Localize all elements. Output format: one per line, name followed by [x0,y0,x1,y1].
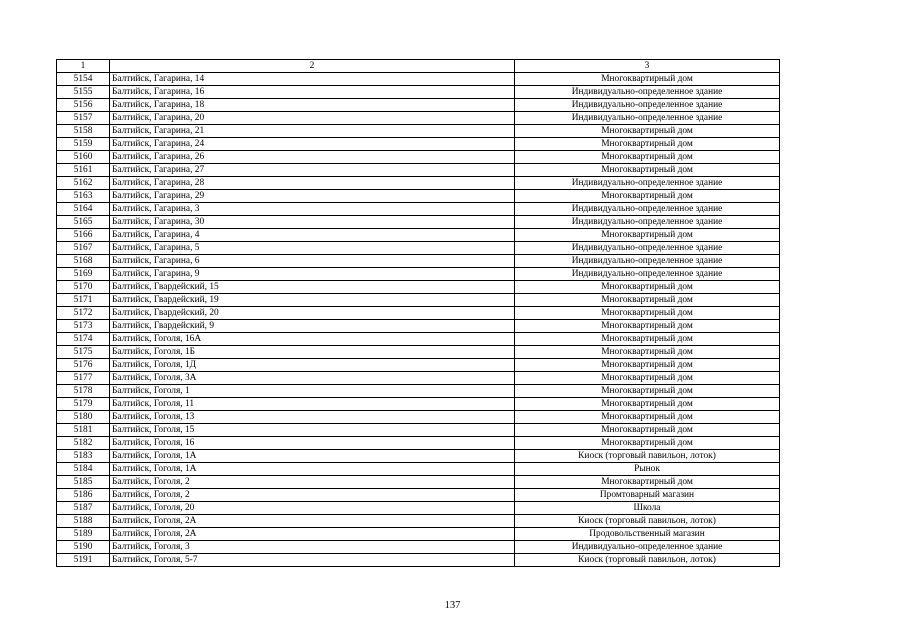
table-row [57,151,780,164]
table-row [57,476,780,489]
row-number-cell: 5171 [57,294,110,307]
row-number-cell: 5178 [57,385,110,398]
address-cell: Балтийск, Гагарина, 24 [110,138,515,151]
table-row [57,138,780,151]
object-type-cell: Киоск (торговый павильон, лоток) [515,515,780,528]
row-number-cell: 5184 [57,463,110,476]
address-cell: Балтийск, Гоголя, 3А [110,372,515,385]
object-type-cell: Многоквартирный дом [515,411,780,424]
column-header-2: 2 [110,60,515,73]
table-row [57,86,780,99]
row-number-cell: 5187 [57,502,110,515]
row-number-cell: 5183 [57,450,110,463]
row-number-cell: 5159 [57,138,110,151]
table-row [57,73,780,86]
address-cell: Балтийск, Гагарина, 26 [110,151,515,164]
object-type-cell: Многоквартирный дом [515,359,780,372]
address-cell: Балтийск, Гагарина, 21 [110,125,515,138]
object-type-cell: Многоквартирный дом [515,73,780,86]
address-cell: Балтийск, Гоголя, 2 [110,489,515,502]
address-cell: Балтийск, Гоголя, 1 [110,385,515,398]
object-type-cell: Киоск (торговый павильон, лоток) [515,554,780,567]
address-cell: Балтийск, Гоголя, 2А [110,515,515,528]
table-row [57,359,780,372]
address-cell: Балтийск, Гагарина, 4 [110,229,515,242]
row-number-cell: 5165 [57,216,110,229]
row-number-cell: 5154 [57,73,110,86]
row-number-cell: 5166 [57,229,110,242]
table-row [57,112,780,125]
object-type-cell: Многоквартирный дом [515,372,780,385]
address-cell: Балтийск, Гвардейский, 20 [110,307,515,320]
table-row [57,424,780,437]
table-row [57,502,780,515]
row-number-cell: 5160 [57,151,110,164]
table-row [57,255,780,268]
row-number-cell: 5167 [57,242,110,255]
row-number-cell: 5173 [57,320,110,333]
table-row [57,489,780,502]
address-cell: Балтийск, Гоголя, 5-7 [110,554,515,567]
object-type-cell: Многоквартирный дом [515,281,780,294]
object-type-cell: Рынок [515,463,780,476]
row-number-cell: 5155 [57,86,110,99]
row-number-cell: 5163 [57,190,110,203]
table-row [57,294,780,307]
table-row [57,398,780,411]
table-row [57,164,780,177]
table-row [57,437,780,450]
address-cell: Балтийск, Гоголя, 20 [110,502,515,515]
object-type-cell: Индивидуально-определенное здание [515,268,780,281]
object-type-cell: Многоквартирный дом [515,437,780,450]
object-type-cell: Многоквартирный дом [515,138,780,151]
table-row [57,190,780,203]
row-number-cell: 5177 [57,372,110,385]
table-row [57,125,780,138]
address-cell: Балтийск, Гоголя, 2 [110,476,515,489]
address-cell: Балтийск, Гоголя, 2А [110,528,515,541]
row-number-cell: 5176 [57,359,110,372]
table-row [57,541,780,554]
table-row [57,515,780,528]
address-cell: Балтийск, Гоголя, 1Б [110,346,515,359]
address-cell: Балтийск, Гагарина, 14 [110,73,515,86]
row-number-cell: 5189 [57,528,110,541]
row-number-cell: 5174 [57,333,110,346]
address-cell: Балтийск, Гоголя, 16А [110,333,515,346]
address-cell: Балтийск, Гоголя, 1А [110,450,515,463]
address-cell: Балтийск, Гвардейский, 15 [110,281,515,294]
row-number-cell: 5181 [57,424,110,437]
header-row [57,60,780,73]
row-number-cell: 5169 [57,268,110,281]
row-number-cell: 5162 [57,177,110,190]
table-row [57,528,780,541]
row-number-cell: 5172 [57,307,110,320]
object-type-cell: Многоквартирный дом [515,346,780,359]
table-row [57,450,780,463]
object-type-cell: Индивидуально-определенное здание [515,86,780,99]
row-number-cell: 5180 [57,411,110,424]
row-number-cell: 5170 [57,281,110,294]
object-type-cell: Многоквартирный дом [515,307,780,320]
address-cell: Балтийск, Гоголя, 16 [110,437,515,450]
row-number-cell: 5186 [57,489,110,502]
table-row [57,281,780,294]
address-cell: Балтийск, Гоголя, 13 [110,411,515,424]
table-row [57,411,780,424]
object-type-cell: Промтоварный магазин [515,489,780,502]
row-number-cell: 5157 [57,112,110,125]
table-row [57,554,780,567]
table-row [57,99,780,112]
table-row [57,203,780,216]
object-type-cell: Многоквартирный дом [515,333,780,346]
address-table [56,59,780,567]
object-type-cell: Киоск (торговый павильон, лоток) [515,450,780,463]
object-type-cell: Многоквартирный дом [515,125,780,138]
row-number-cell: 5191 [57,554,110,567]
address-cell: Балтийск, Гагарина, 30 [110,216,515,229]
row-number-cell: 5161 [57,164,110,177]
address-cell: Балтийск, Гагарина, 18 [110,99,515,112]
column-header-3: 3 [515,60,780,73]
object-type-cell: Многоквартирный дом [515,294,780,307]
address-cell: Балтийск, Гоголя, 15 [110,424,515,437]
row-number-cell: 5175 [57,346,110,359]
address-cell: Балтийск, Гоголя, 1А [110,463,515,476]
table-row [57,268,780,281]
object-type-cell: Индивидуально-определенное здание [515,99,780,112]
object-type-cell: Многоквартирный дом [515,320,780,333]
table-row [57,229,780,242]
row-number-cell: 5179 [57,398,110,411]
address-cell: Балтийск, Гоголя, 11 [110,398,515,411]
row-number-cell: 5185 [57,476,110,489]
row-number-cell: 5190 [57,541,110,554]
object-type-cell: Многоквартирный дом [515,398,780,411]
address-cell: Балтийск, Гоголя, 3 [110,541,515,554]
address-cell: Балтийск, Гвардейский, 9 [110,320,515,333]
table-body [57,73,780,567]
row-number-cell: 5158 [57,125,110,138]
table-row [57,320,780,333]
object-type-cell: Многоквартирный дом [515,229,780,242]
address-cell: Балтийск, Гагарина, 6 [110,255,515,268]
object-type-cell: Многоквартирный дом [515,151,780,164]
object-type-cell: Многоквартирный дом [515,424,780,437]
object-type-cell: Индивидуально-определенное здание [515,216,780,229]
address-cell: Балтийск, Гвардейский, 19 [110,294,515,307]
address-cell: Балтийск, Гагарина, 28 [110,177,515,190]
object-type-cell: Индивидуально-определенное здание [515,255,780,268]
address-cell: Балтийск, Гагарина, 16 [110,86,515,99]
table-row [57,242,780,255]
row-number-cell: 5188 [57,515,110,528]
address-cell: Балтийск, Гагарина, 9 [110,268,515,281]
address-cell: Балтийск, Гагарина, 3 [110,203,515,216]
object-type-cell: Индивидуально-определенное здание [515,541,780,554]
object-type-cell: Продовольственный магазин [515,528,780,541]
row-number-cell: 5156 [57,99,110,112]
row-number-cell: 5168 [57,255,110,268]
object-type-cell: Индивидуально-определенное здание [515,242,780,255]
object-type-cell: Многоквартирный дом [515,385,780,398]
table-row [57,177,780,190]
table-row [57,346,780,359]
object-type-cell: Индивидуально-определенное здание [515,203,780,216]
table-row [57,385,780,398]
table-row [57,307,780,320]
table-row [57,372,780,385]
object-type-cell: Индивидуально-определенное здание [515,177,780,190]
page-number: 137 [444,600,461,611]
table-row [57,216,780,229]
address-cell: Балтийск, Гагарина, 5 [110,242,515,255]
address-cell: Балтийск, Гагарина, 29 [110,190,515,203]
object-type-cell: Многоквартирный дом [515,190,780,203]
object-type-cell: Индивидуально-определенное здание [515,112,780,125]
column-header-1: 1 [57,60,110,73]
object-type-cell: Многоквартирный дом [515,476,780,489]
object-type-cell: Многоквартирный дом [515,164,780,177]
row-number-cell: 5182 [57,437,110,450]
table-row [57,333,780,346]
address-cell: Балтийск, Гагарина, 27 [110,164,515,177]
object-type-cell: Школа [515,502,780,515]
table-row [57,463,780,476]
address-cell: Балтийск, Гоголя, 1Д [110,359,515,372]
address-cell: Балтийск, Гагарина, 20 [110,112,515,125]
row-number-cell: 5164 [57,203,110,216]
